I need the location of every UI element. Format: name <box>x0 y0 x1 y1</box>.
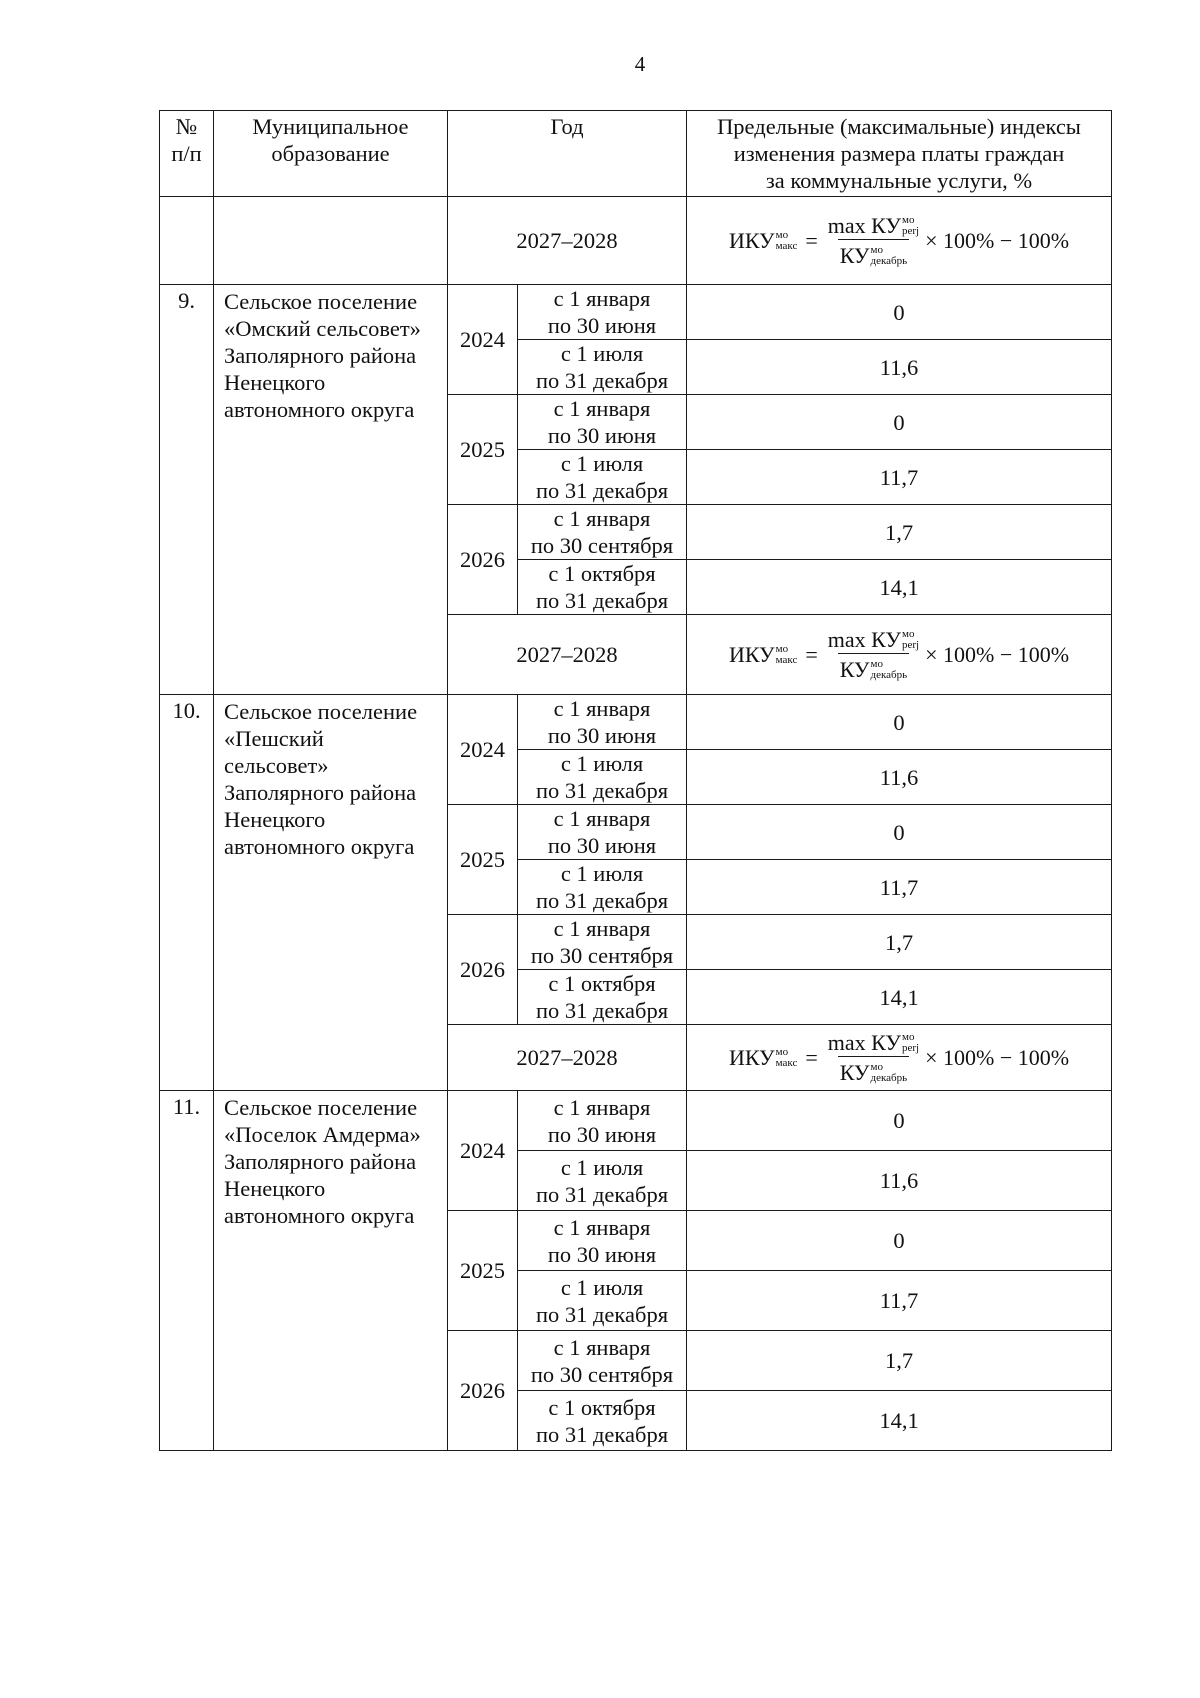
index-value: 11,7 <box>687 860 1112 915</box>
formula-lhs-indices <box>776 230 798 252</box>
formula-equals: = <box>805 228 818 253</box>
period-cell <box>518 805 687 860</box>
period-cell <box>518 860 687 915</box>
year-cell: 2026 <box>448 915 518 1025</box>
period-label: с 1 января по 30 июня <box>547 396 657 448</box>
municipality-name <box>214 1091 448 1451</box>
range-label: 2027–2028 <box>448 197 687 285</box>
entry-number: 10. <box>160 695 214 1091</box>
period-label: с 1 октября по 31 декабря <box>535 971 669 1023</box>
period-cell <box>518 1331 687 1391</box>
period-cell <box>518 970 687 1025</box>
formula-numerator-sub: реrj <box>901 1041 920 1054</box>
formula-numerator-sub: реrj <box>901 224 920 237</box>
municipality-label: Сельское поселение «Поселок Амдерма» Заполярного района Ненецкого автономного округа <box>224 1095 421 1228</box>
period-label: с 1 января по 30 июня <box>547 806 657 858</box>
formula-lhs-indices <box>776 644 798 666</box>
formula-lhs-sub: макс <box>775 1056 798 1069</box>
period-label: с 1 января по 30 июня <box>547 1094 657 1147</box>
formula-numerator-text: max КУ <box>827 627 901 652</box>
formula <box>687 1029 1111 1086</box>
formula-lhs <box>729 1044 797 1071</box>
formula-lhs-indices <box>776 1047 798 1069</box>
formula-lhs-text: ИКУ <box>728 642 775 667</box>
period-cell <box>518 695 687 750</box>
index-value: 0 <box>687 805 1112 860</box>
period-label: с 1 июля по 31 декабря <box>535 1274 669 1327</box>
formula-denominator-sub: декабрь <box>870 254 908 267</box>
continuation-num-cell <box>160 197 214 285</box>
year-cell: 2026 <box>448 505 518 615</box>
period-cell <box>518 1091 687 1151</box>
formula-lhs-text: ИКУ <box>728 228 775 253</box>
formula-lhs <box>729 641 797 668</box>
entry-number: 11. <box>160 1091 214 1451</box>
table-row <box>160 1091 1112 1151</box>
index-value: 14,1 <box>687 970 1112 1025</box>
index-value: 11,6 <box>687 340 1112 395</box>
formula-lhs-sup: мо <box>775 642 789 655</box>
table-row <box>160 285 1112 340</box>
municipality-name <box>214 695 448 1091</box>
period-cell <box>518 560 687 615</box>
period-label: с 1 января по 30 сентября <box>530 506 674 558</box>
period-cell <box>518 505 687 560</box>
tariff-index-table <box>159 110 1112 1451</box>
period-label: с 1 января по 30 июня <box>547 286 657 338</box>
formula-fraction <box>826 212 921 269</box>
header-index: Предельные (максимальные) индексы изменения размера платы граждан за коммунальные услуги, % <box>687 111 1112 197</box>
period-label: с 1 октября по 31 декабря <box>535 561 669 613</box>
year-cell: 2025 <box>448 1211 518 1331</box>
formula-numerator-sub: реrj <box>901 638 920 651</box>
index-value: 11,6 <box>687 750 1112 805</box>
formula-numerator-indices <box>902 215 919 237</box>
continuation-municipality-cell <box>214 197 448 285</box>
table-row <box>160 695 1112 750</box>
formula-lhs-sup: мо <box>775 1045 789 1058</box>
period-label: с 1 июля по 31 декабря <box>535 341 669 393</box>
period-cell <box>518 285 687 340</box>
formula-lhs-text: ИКУ <box>728 1045 775 1070</box>
formula-numerator <box>826 1029 921 1056</box>
formula-lhs-sup: мо <box>775 228 789 241</box>
municipality-name <box>214 285 448 695</box>
formula-denominator-sup: мо <box>870 657 883 670</box>
formula-denominator-indices <box>871 1062 908 1084</box>
period-label: с 1 июля по 31 декабря <box>535 751 669 803</box>
formula-equals: = <box>805 642 818 667</box>
formula-denominator <box>838 239 909 269</box>
period-label: с 1 июля по 31 декабря <box>535 1154 669 1207</box>
index-value: 0 <box>687 395 1112 450</box>
period-cell <box>518 1211 687 1271</box>
formula-denominator-text: КУ <box>839 657 870 682</box>
formula-denominator-sub: декабрь <box>870 668 908 681</box>
continuation-row <box>160 197 1112 285</box>
index-value: 0 <box>687 1091 1112 1151</box>
formula-tail: × 100% − 100% <box>925 228 1070 253</box>
formula-numerator-text: max КУ <box>827 213 901 238</box>
formula-denominator-sub: декабрь <box>870 1071 908 1084</box>
municipality-label: Сельское поселение «Пешский сельсовет» Заполярного района Ненецкого автономного округа <box>224 699 418 859</box>
formula-denominator-text: КУ <box>839 1060 870 1085</box>
table-header-row <box>160 111 1112 197</box>
year-cell: 2026 <box>448 1331 518 1451</box>
period-label: с 1 января по 30 сентября <box>530 1334 674 1387</box>
index-value: 1,7 <box>687 915 1112 970</box>
formula-cell <box>687 1025 1112 1091</box>
formula <box>687 626 1111 683</box>
year-cell: 2025 <box>448 395 518 505</box>
formula-numerator-sup: мо <box>901 1030 915 1043</box>
formula-lhs <box>729 227 797 254</box>
index-value: 11,6 <box>687 1151 1112 1211</box>
header-year: Год <box>448 111 687 197</box>
entry-number: 9. <box>160 285 214 695</box>
page-number: 4 <box>634 52 646 76</box>
municipality-label: Сельское поселение «Омский сельсовет» Заполярного района Ненецкого автономного округа <box>224 289 421 422</box>
formula-denominator <box>838 653 909 683</box>
period-cell <box>518 915 687 970</box>
index-value: 1,7 <box>687 1331 1112 1391</box>
formula <box>687 212 1111 269</box>
index-value: 0 <box>687 1211 1112 1271</box>
formula-denominator-text: КУ <box>839 243 870 268</box>
formula-cell <box>687 615 1112 695</box>
range-label: 2027–2028 <box>448 615 687 695</box>
period-cell <box>518 1151 687 1211</box>
period-label: с 1 июля по 31 декабря <box>535 451 669 503</box>
formula-numerator <box>826 626 921 653</box>
index-value: 0 <box>687 285 1112 340</box>
period-cell <box>518 340 687 395</box>
formula-denominator-indices <box>871 245 908 267</box>
index-value: 0 <box>687 695 1112 750</box>
index-value: 11,7 <box>687 450 1112 505</box>
formula-fraction <box>826 626 921 683</box>
formula-numerator-sup: мо <box>901 627 915 640</box>
year-cell: 2024 <box>448 285 518 395</box>
header-municipality: Муниципальное образование <box>214 111 448 197</box>
formula-lhs-sub: макс <box>775 653 798 666</box>
formula-denominator-indices <box>871 659 908 681</box>
period-cell <box>518 395 687 450</box>
range-label: 2027–2028 <box>448 1025 687 1091</box>
formula-lhs-sub: макс <box>775 239 798 252</box>
formula-numerator-indices <box>902 629 919 651</box>
formula-numerator-text: max КУ <box>827 1030 901 1055</box>
year-cell: 2024 <box>448 1091 518 1211</box>
period-cell <box>518 1391 687 1451</box>
period-label: с 1 января по 30 июня <box>547 1214 657 1267</box>
formula-numerator-indices <box>902 1032 919 1054</box>
formula-fraction <box>826 1029 921 1086</box>
period-label: с 1 января по 30 сентября <box>530 916 674 968</box>
period-cell <box>518 750 687 805</box>
index-value: 14,1 <box>687 560 1112 615</box>
period-label: с 1 июля по 31 декабря <box>535 861 669 913</box>
formula-denominator-sup: мо <box>870 1060 883 1073</box>
formula-numerator <box>826 212 921 239</box>
formula-equals: = <box>805 1045 818 1070</box>
header-num: № п/п <box>160 111 214 197</box>
formula-denominator-sup: мо <box>870 243 883 256</box>
index-value: 11,7 <box>687 1271 1112 1331</box>
year-cell: 2025 <box>448 805 518 915</box>
formula-tail: × 100% − 100% <box>925 1045 1070 1070</box>
formula-cell <box>687 197 1112 285</box>
period-label: с 1 октября по 31 декабря <box>535 1394 669 1447</box>
year-cell: 2024 <box>448 695 518 805</box>
formula-denominator <box>838 1056 909 1086</box>
index-value: 1,7 <box>687 505 1112 560</box>
period-cell <box>518 1271 687 1331</box>
period-cell <box>518 450 687 505</box>
period-label: с 1 января по 30 июня <box>547 696 657 748</box>
formula-tail: × 100% − 100% <box>925 642 1070 667</box>
formula-numerator-sup: мо <box>901 213 915 226</box>
index-value: 14,1 <box>687 1391 1112 1451</box>
